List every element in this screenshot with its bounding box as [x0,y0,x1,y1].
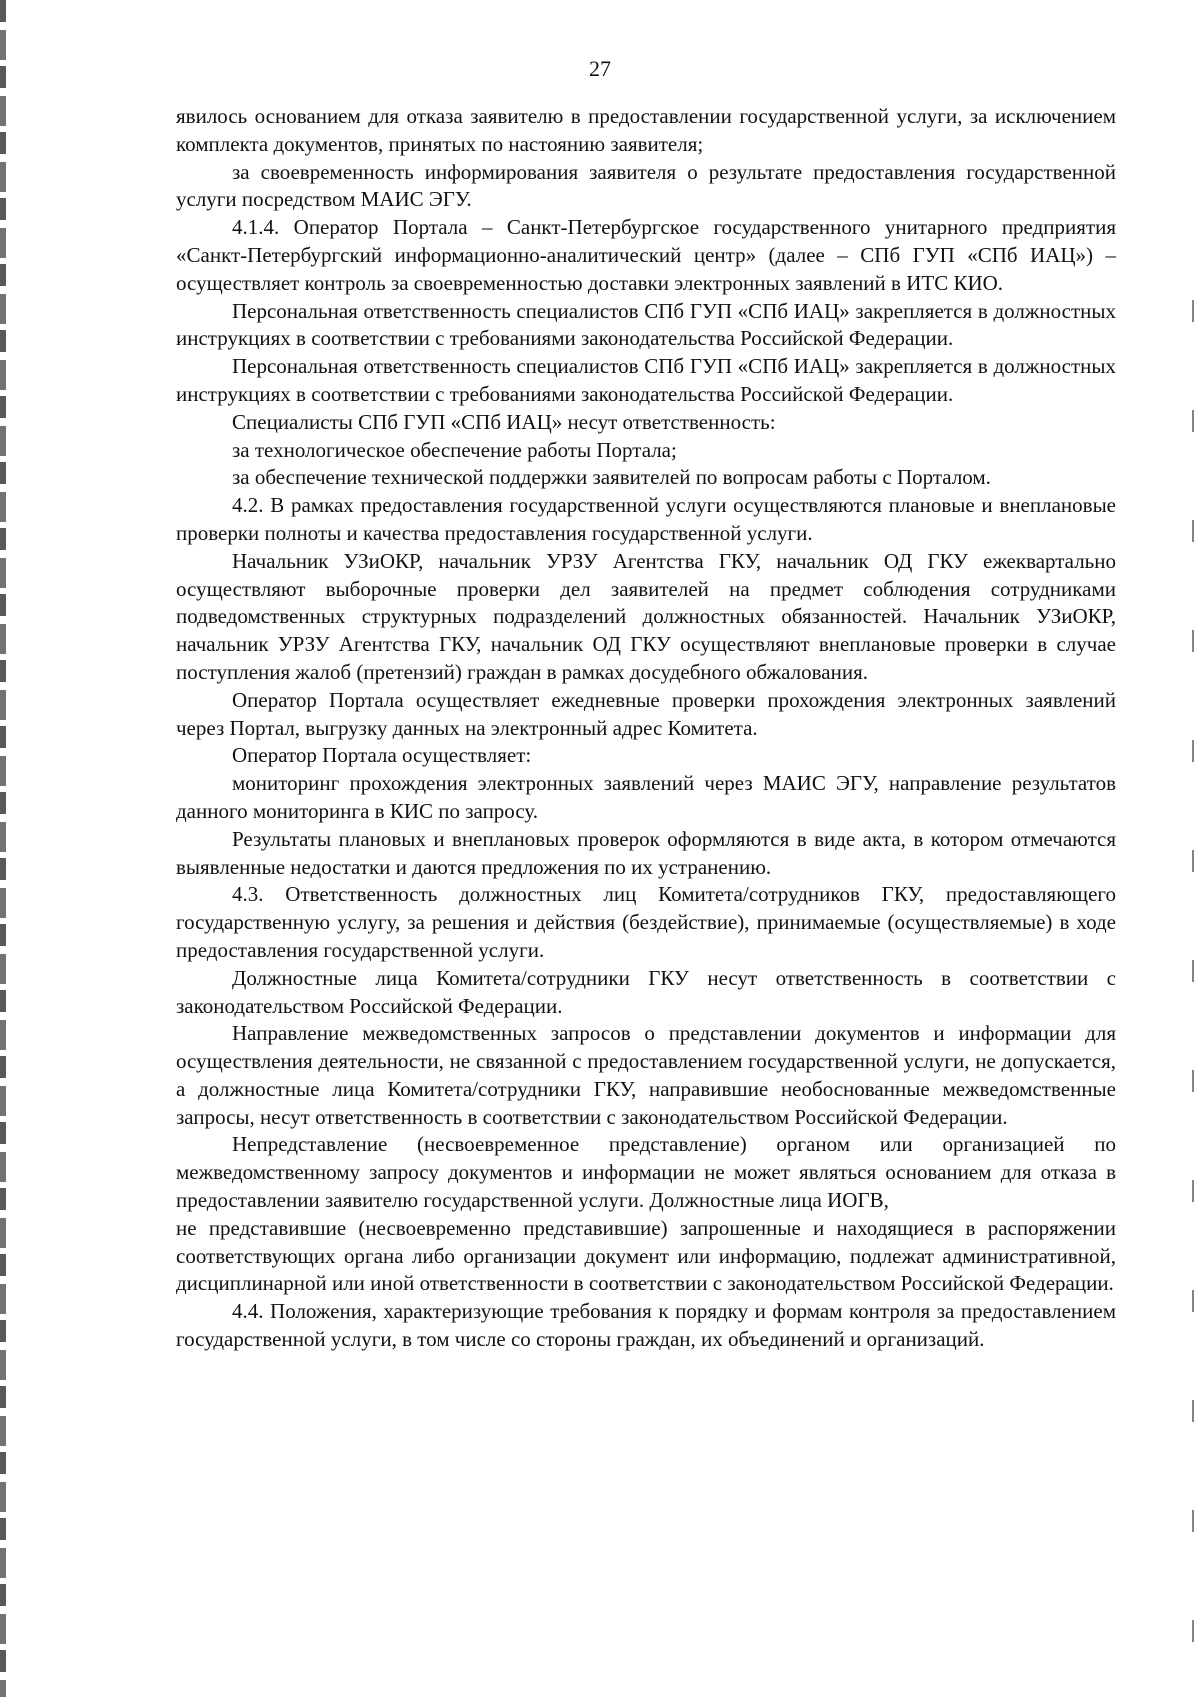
document-paragraph: Специалисты СПб ГУП «СПб ИАЦ» несут ответственность: [232,409,776,434]
document-paragraph: Начальник УЗиОКР, начальник УРЗУ Агентства ГКУ, начальник ОД ГКУ ежеквартально осуществляют выборочные проверки дел заявителей на предмет соблюдения сотрудниками подведомственных структурных подразделений должностных обязанностей. Начальник УЗиОКР, начальник УРЗУ Агентства ГКУ, начальник ОД ГКУ осуществляют внеплановые проверки в случае поступления жалоб (претензий) граждан в рамках досудебного обжалования. [176,548,1116,684]
scan-edge-artifact-right [1192,260,1194,1680]
document-paragraph: за своевременность информирования заявителя о результате предоставления государственной услуги посредством МАИС ЭГУ. [176,159,1116,212]
document-paragraph: Должностные лица Комитета/сотрудники ГКУ несут ответственность в соответствии с законодательством Российской Федерации. [176,965,1116,1018]
document-body [176,103,1116,1354]
document-paragraph: Оператор Портала осуществляет: [232,743,532,768]
document-paragraph: 4.4. Положения, характеризующие требования к порядку и формам контроля за предоставлением государственной услуги, в том числе со стороны граждан, их объединений и организаций. [176,1299,1116,1352]
document-paragraph: 4.3. Ответственность должностных лиц Комитета/сотрудников ГКУ, предоставляющего государственную услугу, за решения и действия (бездействие), принимаемые (осуществляемые) в ходе предоставления государственной услуги. [176,882,1116,962]
scan-edge-artifact-left [0,0,6,1697]
document-paragraph: Результаты плановых и внеплановых проверок оформляются в виде акта, в котором отмечаются выявленные недостатки и даются предложения по их устранению. [176,826,1116,879]
document-paragraph: Оператор Портала осуществляет ежедневные проверки прохождения электронных заявлений через Портал, выгрузку данных на электронный адрес Комитета. [176,687,1116,740]
document-paragraph: мониторинг прохождения электронных заявлений через МАИС ЭГУ, направление результатов данного мониторинга в КИС по запросу. [176,771,1116,823]
document-paragraph: Направление межведомственных запросов о представлении документов и информации для осуществления деятельности, не связанной с предоставлением государственной услуги, не допускается, а должностные лица Комитета/сотрудники ГКУ, направившие необоснованные межведомственные запросы, несут ответственность в соответствии с законодательством Российской Федерации. [176,1021,1116,1129]
document-paragraph: 4.1.4. Оператор Портала – Санкт-Петербургское государственного унитарного предприятия «Санкт-Петербургский информационно-аналитический центр» (далее – СПб ГУП «СПб ИАЦ») – осуществляет контроль за своевременностью доставки электронных заявлений в ИТС КИО. [176,215,1116,295]
document-paragraph: Персональная ответственность специалистов СПб ГУП «СПб ИАЦ» закрепляется в должностных инструкциях в соответствии с требованиями законодательства Российской Федерации. [176,298,1116,351]
document-paragraph: за обеспечение технической поддержки заявителей по вопросам работы с Порталом. [232,465,991,490]
document-paragraph: Непредставление (несвоевременное представление) органом или организацией по межведомственному запросу документов и информации не может являться основанием для отказа в предоставлении заявителю государственной услуги. Должностные лица ИОГВ, [176,1132,1116,1213]
document-paragraph: 4.2. В рамках предоставления государственной услуги осуществляются плановые и внеплановые проверки полноты и качества предоставления государственной услуги. [176,493,1116,545]
page-number: 27 [589,56,611,81]
document-paragraph: за технологическое обеспечение работы Портала; [232,437,677,462]
document-paragraph: Персональная ответственность специалистов СПб ГУП «СПб ИАЦ» закрепляется в должностных инструкциях в соответствии с требованиями законодательства Российской Федерации. [176,354,1116,406]
document-paragraph: явилось основанием для отказа заявителю в предоставлении государственной услуги, за исключением комплекта документов, принятых по настоянию заявителя; [176,104,1116,156]
document-paragraph: не представившие (несвоевременно представившие) запрошенные и находящиеся в распоряжении соответствующих органа либо организации документ или информацию, подлежат административной, дисциплинарной или иной ответственности в соответствии с законодательством Российской Федерации. [176,1215,1116,1296]
